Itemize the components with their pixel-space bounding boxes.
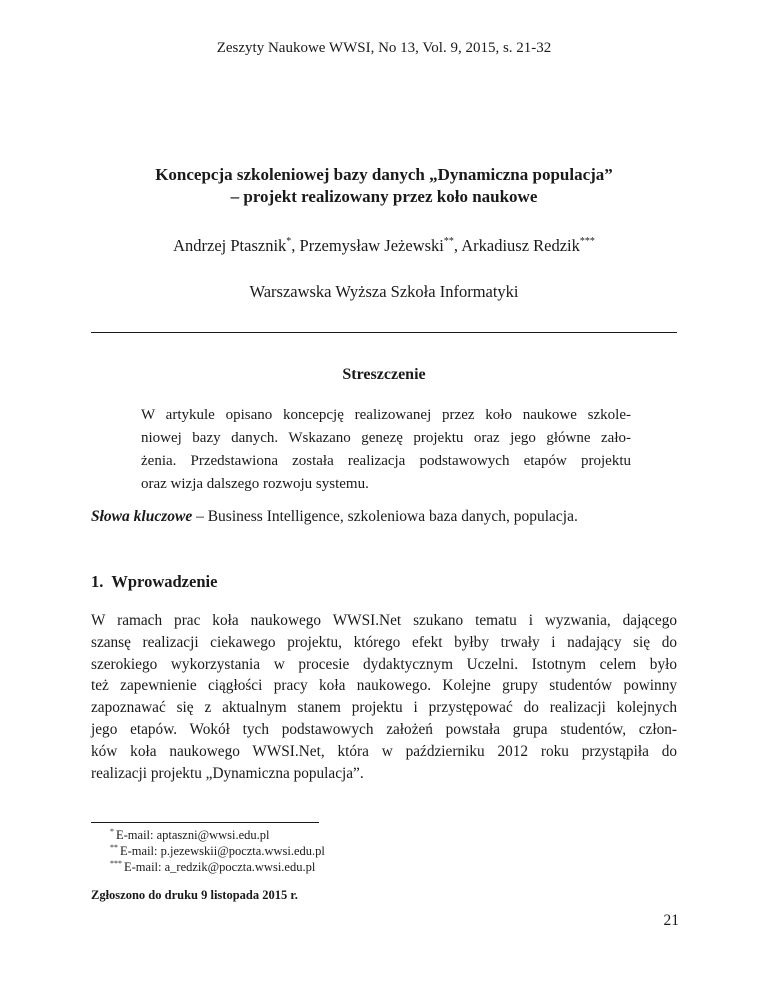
author-name: Arkadiusz Redzik — [461, 236, 580, 255]
keywords-label: Słowa kluczowe — [91, 508, 193, 525]
abstract-line: oraz wizja dalszego rozwoju systemu. — [141, 476, 369, 492]
author-footnote-mark: ** — [443, 236, 454, 247]
author-footnote-mark: * — [286, 236, 292, 247]
affiliation: Warszawska Wyższa Szkoła Informatyki — [249, 282, 519, 301]
paper-title-line-2: – projekt realizowany przez koło naukowe — [230, 187, 538, 206]
body-line: W ramach prac koła naukowego WWSI.Net szukano tematu i wyzwania, dającego — [91, 612, 677, 629]
body-line: jego etapów. Wokół tych podstawowych założeń powstała grupa studentów, człon- — [91, 720, 677, 738]
author-footnote-mark: *** — [579, 236, 595, 247]
abstract-body — [141, 404, 631, 496]
section-number: 1. — [91, 572, 104, 591]
abstract-line: niowej bazy danych. Wskazano genezę projektu oraz jego główne zało- — [141, 430, 631, 446]
footnote-email: E-mail: aptaszni@wwsi.edu.pl — [116, 828, 270, 842]
author-name: Przemysław Jeżewski — [299, 236, 444, 255]
body-line: szerokiego wykorzystania w procesie dydaktycznym Uczelni. Istotnym celem było — [91, 655, 677, 673]
author-name: Andrzej Ptasznik — [173, 236, 287, 255]
section-body — [91, 610, 677, 784]
body-line: szansę realizacji ciekawego projektu, którego efekt byłby trwały i nadający się do — [91, 633, 677, 651]
keywords — [91, 508, 691, 526]
paper-title-line-1: Koncepcja szkoleniowej bazy danych „Dynamiczna populacja” — [155, 165, 613, 184]
footnote-mark: ** — [110, 843, 118, 852]
footnote-email: E-mail: a_redzik@poczta.wwsi.edu.pl — [124, 860, 316, 874]
header-divider — [91, 332, 677, 333]
keywords-text: – Business Intelligence, szkoleniowa baza danych, populacja. — [192, 508, 578, 525]
body-line: ków koła naukowego WWSI.Net, która w październiku 2012 roku przystąpiła do — [91, 742, 677, 760]
footnote — [110, 827, 325, 843]
running-header: Zeszyty Naukowe WWSI, No 13, Vol. 9, 2015, s. 21-32 — [216, 40, 552, 56]
abstract-line: żenia. Przedstawiona została realizacja podstawowych etapów projektu — [141, 453, 631, 469]
page-number: 21 — [663, 912, 679, 929]
footnote-mark: *** — [110, 859, 122, 868]
body-line: też zapewnienie ciągłości pracy koła naukowego. Kolejne grupy studentów powinny — [91, 677, 677, 695]
footnote-divider — [91, 822, 319, 823]
footnote-email: E-mail: p.jezewskii@poczta.wwsi.edu.pl — [120, 844, 325, 858]
author-list: Andrzej Ptasznik*, Przemysław Jeżewski**, Arkadiusz Redzik*** — [173, 236, 595, 255]
paper-title — [80, 164, 688, 208]
body-line: zapoznawać się z aktualnym stanem projektu i przystępować do realizacji kolejnych — [91, 699, 677, 717]
body-line: realizacji projektu „Dynamiczna populacja”. — [91, 764, 364, 782]
footnotes — [110, 827, 325, 875]
footnote — [110, 859, 325, 875]
submission-note: Zgłoszono do druku 9 listopada 2015 r. — [91, 888, 298, 902]
section-title: Wprowadzenie — [111, 572, 218, 591]
abstract-heading: Streszczenie — [342, 366, 426, 383]
footnote-mark: * — [110, 827, 114, 836]
footnote — [110, 843, 325, 859]
section-heading — [91, 572, 217, 592]
abstract-line: W artykule opisano koncepcję realizowanej przez koło naukowe szkole- — [141, 407, 631, 423]
